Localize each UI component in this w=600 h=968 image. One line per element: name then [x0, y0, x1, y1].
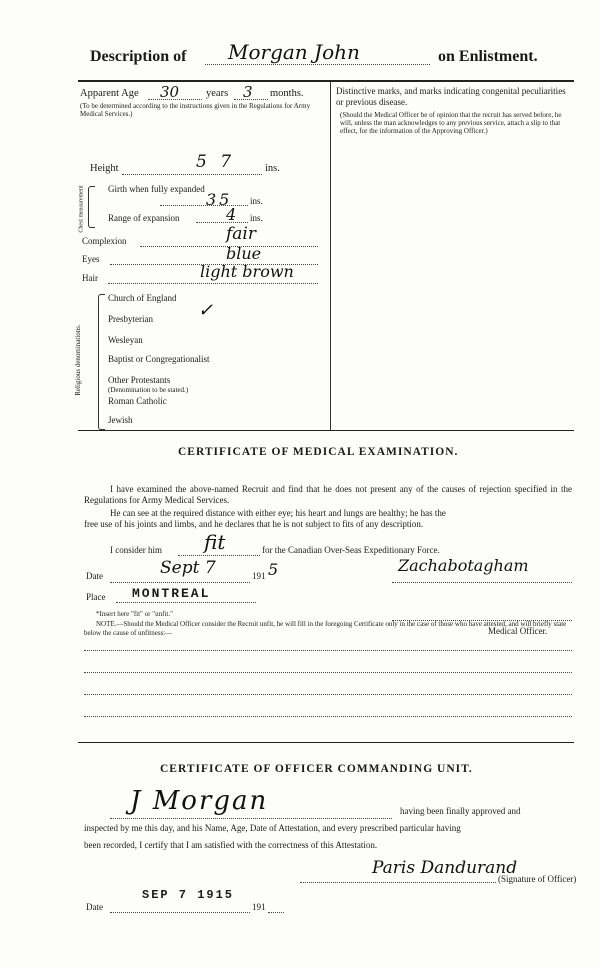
hair-line: [108, 283, 318, 284]
height-unit: ins.: [265, 163, 280, 174]
medical-insert-note: *Insert here "fit" or "unfit.": [96, 610, 173, 618]
medical-footnote: NOTE.—Should the Medical Officer consider the Recruit unfit, he will fill in the foregoing Certificate only in the case of those who have attested, and will briefly state below the cause of unfitness:—: [84, 620, 567, 637]
consider-suffix: for the Canadian Over-Seas Expeditionary Force.: [262, 545, 440, 555]
officer-signature-label: (Signature of Officer): [498, 874, 577, 884]
range-label: Range of expansion: [108, 213, 180, 223]
religion-item-church-of-england: Church of England: [108, 293, 177, 303]
chest-brace: [88, 186, 95, 228]
religion-item-other-protestants: Other Protestants: [108, 375, 171, 385]
fit-line: [178, 555, 260, 556]
months-label: months.: [270, 88, 304, 99]
header-title-left: Description of: [90, 48, 187, 65]
header-name-line: [205, 64, 430, 65]
column-divider: [330, 82, 331, 430]
officer-name-line: [110, 818, 392, 819]
officer-line1-suffix: having been finally approved and: [400, 806, 521, 816]
officer-name-value: J Morgan: [130, 786, 269, 816]
footnote-line-4: [84, 716, 572, 717]
hair-value: light brown: [200, 262, 294, 281]
fit-value: fit: [204, 530, 226, 554]
medical-date-value: Sept 7: [160, 558, 216, 578]
age-years-value: 30: [160, 83, 180, 101]
medical-place-value: MONTREAL: [132, 586, 211, 601]
hair-label: Hair: [82, 273, 98, 283]
medical-bottom-rule: [78, 742, 574, 743]
medical-date-line: [110, 582, 250, 583]
religion-item-roman-catholic: Roman Catholic: [108, 396, 167, 406]
religion-item-denomination-note: (Denomination to be stated.): [108, 386, 189, 394]
age-months-value: 3: [243, 83, 253, 101]
religion-brace: [98, 294, 105, 430]
footnote-line-2: [84, 672, 572, 673]
officer-line3: been recorded, I certify that I am satisfied with the correctness of this Attestation.: [84, 840, 378, 850]
header-name: Morgan John: [228, 40, 360, 64]
distinctive-title: Distinctive marks, and marks indicating congenital peculiarities or previous disease.: [336, 86, 566, 107]
officer-signature: Paris Dandurand: [372, 858, 518, 878]
officer-year-line: [268, 912, 284, 913]
medical-para2b: free use of his joints and limbs, and he declares that he is not subject to fits of any description.: [84, 519, 424, 529]
medical-year-suffix: 5: [268, 560, 279, 579]
religion-side-label: Religious denominations.: [74, 324, 82, 396]
medical-place-label: Place: [86, 592, 106, 602]
height-value: 5 7: [196, 152, 236, 172]
religion-item-jewish: Jewish: [108, 415, 133, 425]
medical-year-printed: 191: [252, 571, 266, 581]
girth-label: Girth when fully expanded: [108, 184, 205, 194]
medical-officer-signature: Zachabotagham: [398, 556, 529, 575]
age-note: (To be determined according to the instructions given in the Regulations for Army Medical Services.): [80, 102, 311, 118]
age-label: Apparent Age: [80, 88, 139, 99]
girth-unit: ins.: [250, 196, 263, 206]
chest-label: [70, 185, 90, 233]
religion-item-baptist: Baptist or Congregationalist: [108, 354, 210, 364]
top-rule: [78, 80, 574, 82]
medical-para2a: He can see at the required distance with either eye; his heart and lungs are healthy; he has the: [110, 508, 446, 518]
range-value: 4: [226, 205, 237, 224]
medical-date-label: Date: [86, 571, 103, 581]
religion-item-wesleyan: Wesleyan: [108, 335, 143, 345]
complexion-label: Complexion: [82, 236, 127, 246]
description-bottom-rule: [78, 430, 574, 431]
officer-line2: inspected by me this day, and his Name, Age, Date of Attestation, and every prescribed particular having: [84, 823, 461, 833]
medical-title: CERTIFICATE OF MEDICAL EXAMINATION.: [178, 446, 459, 458]
years-label: years: [206, 88, 229, 99]
officer-year-printed: 191: [252, 902, 266, 912]
chest-side-label: Chest measurement: [78, 185, 85, 233]
officer-title: CERTIFICATE OF OFFICER COMMANDING UNIT.: [160, 763, 473, 775]
height-label: Height: [90, 163, 119, 174]
range-unit: ins.: [250, 213, 263, 223]
check-mark-icon: ✓: [198, 300, 214, 321]
medical-signature-line: [392, 582, 572, 583]
religion-item-presbyterian: Presbyterian: [108, 314, 153, 324]
medical-officer-label: Medical Officer.: [488, 626, 548, 636]
footnote-line-3: [84, 694, 572, 695]
religion-side: [62, 300, 92, 425]
eyes-value: blue: [226, 244, 262, 263]
officer-signature-line: [300, 882, 496, 883]
footnote-line-1: [84, 650, 572, 651]
medical-place-line: [116, 602, 256, 603]
date-stamp: SEP 7 1915: [142, 888, 235, 902]
consider-label: I consider him: [110, 545, 162, 555]
medical-para1: I have examined the above-named Recruit and find that he does not present any of the causes of rejection specified in the Regulations for Army Medical Services.: [84, 484, 572, 505]
height-line: [122, 174, 262, 175]
officer-date-line: [110, 912, 250, 913]
header-title-right: on Enlistment.: [438, 48, 538, 65]
range-line: [196, 222, 248, 223]
eyes-label: Eyes: [82, 254, 100, 264]
complexion-value: fair: [226, 224, 256, 244]
girth-value: 35: [206, 190, 233, 209]
distinctive-note: (Should the Medical Officer be of opinion that the recruit has served before, he will, unless the man acknowledges to any previous service, attach a slip to that effect, for the information of the Approving Officer.): [340, 111, 562, 135]
officer-date-label: Date: [86, 902, 103, 912]
